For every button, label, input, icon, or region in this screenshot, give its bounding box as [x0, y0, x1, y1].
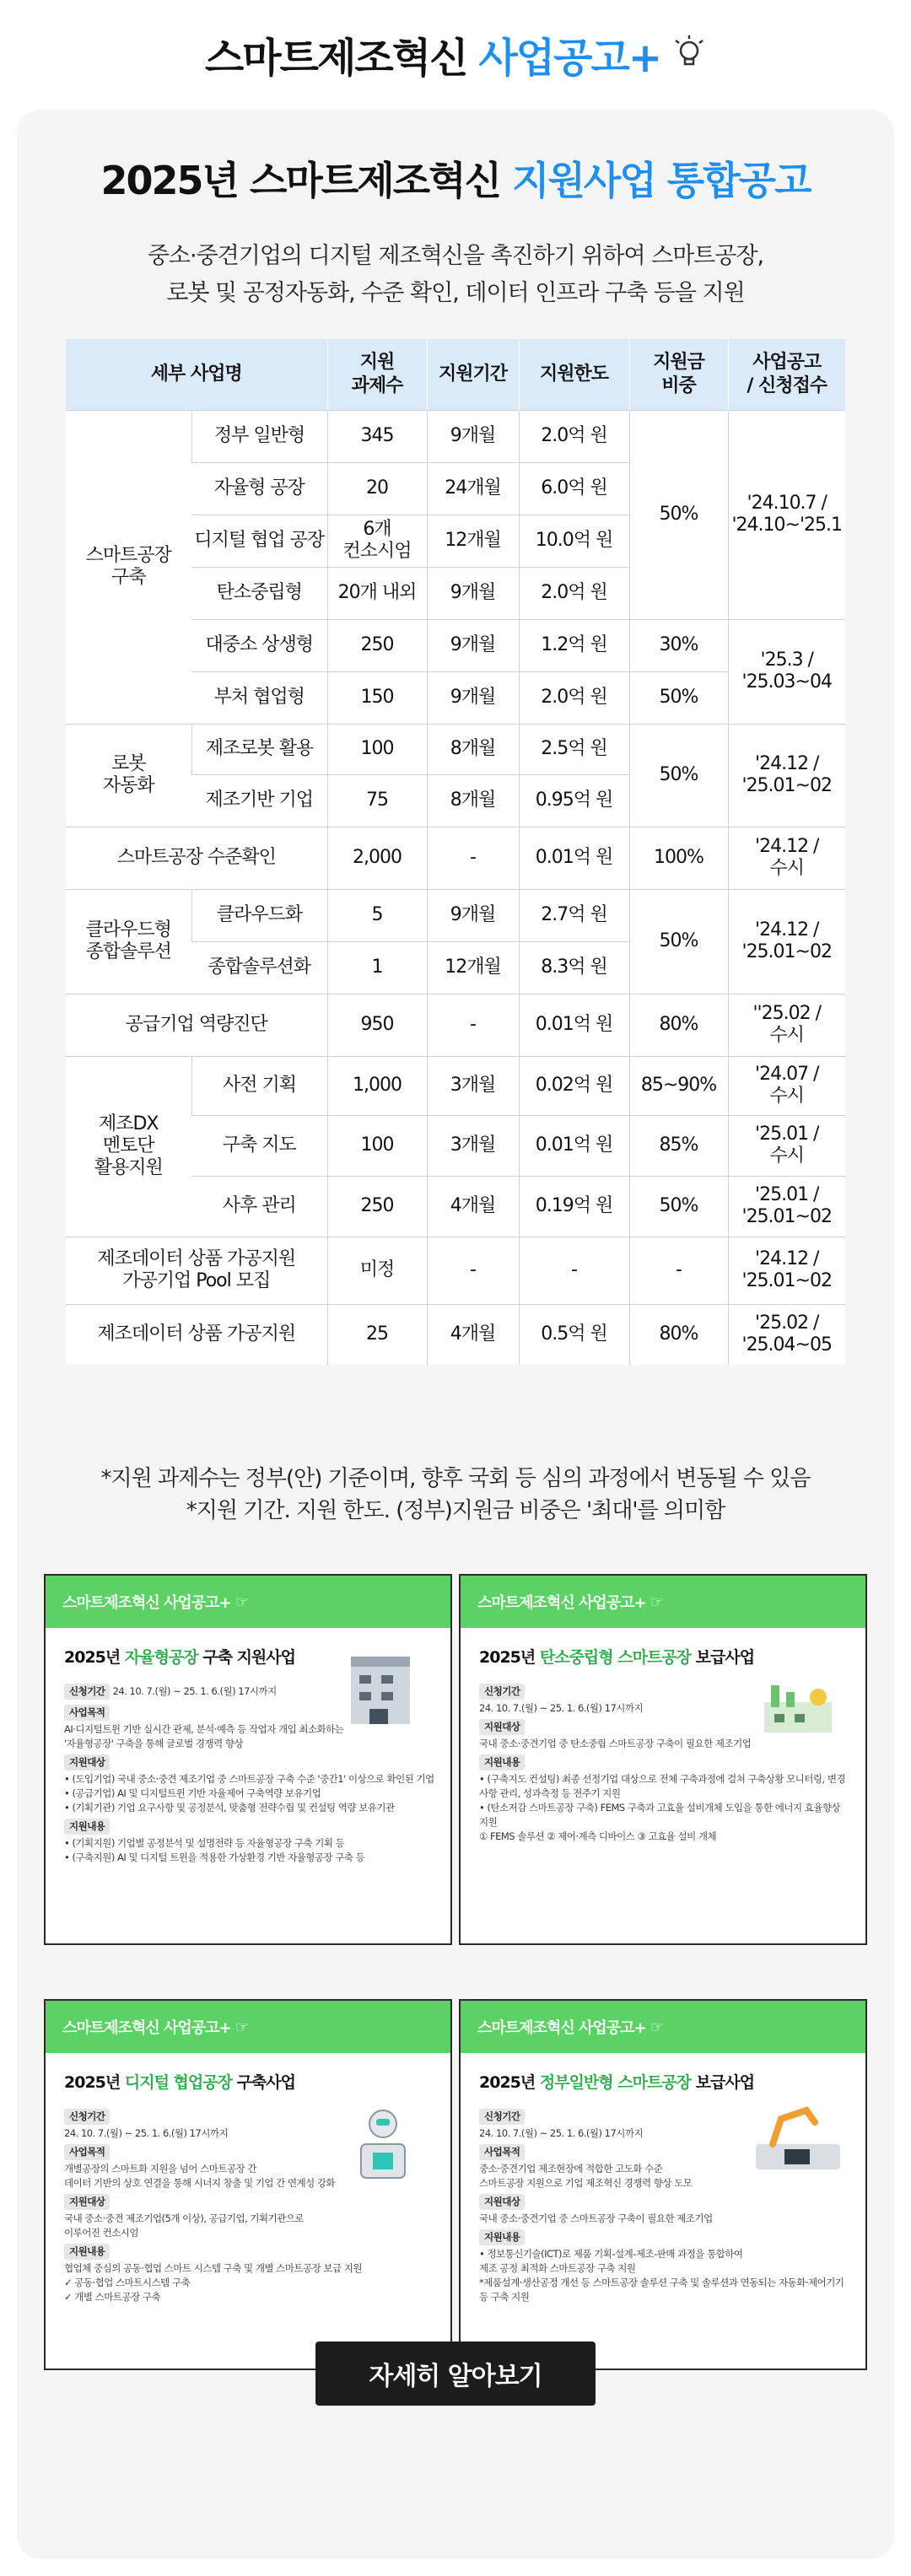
row-count: 75 — [327, 774, 427, 827]
card-title: 2025년 정부일반형 스마트공장 보급사업 — [479, 2073, 755, 2092]
row-name: 부처 협업형 — [191, 671, 327, 724]
section-text: 국내 중소·중견기업 중 탄소중립 스마트공장 구축이 필요한 제조기업 — [479, 1738, 752, 1749]
row-ratio: 50% — [629, 889, 728, 994]
table-row — [66, 994, 845, 1056]
card-bar — [461, 1576, 865, 1628]
pointer-icon: ☞ — [234, 1592, 249, 1611]
section-label: 신청기간 — [64, 2109, 110, 2125]
table-row — [66, 724, 845, 774]
row-limit: 0.02억 원 — [519, 1056, 629, 1115]
row-name: 스마트공장 수준확인 — [66, 827, 327, 889]
row-name: 종합솔루션화 — [191, 941, 327, 994]
card-bar-label: 스마트제조혁신 사업공고+ — [62, 1594, 231, 1612]
row-notice: '24.12 / '25.01~02 — [728, 724, 845, 827]
row-limit: - — [519, 1237, 629, 1304]
card-title: 2025년 자율형공장 구축 지원사업 — [64, 1648, 295, 1667]
row-limit: 0.01억 원 — [519, 994, 629, 1056]
header-title-highlight: 사업공고+ — [478, 34, 661, 82]
col-header-notice: 사업공고 / 신청접수 — [728, 339, 845, 410]
row-count: 345 — [327, 410, 427, 462]
section-text: • (구축지도 컨설팅) 최종 선정기업 대상으로 전체 구축과정에 걸쳐 구축상황 모니터링, 변경사항 관리, 성과측정 등 전주기 지원 • (탄소저감 스마트공장 구축) FEMS 구축과 고효율 설비개체 도입을 통한 에너지 효율향상 지원 ① FEMS 솔루션 ② 제어·계측 디바이스 ③ 고효율 설비 개체 — [479, 1773, 846, 1842]
row-count: 2,000 — [327, 827, 427, 889]
lightbulb-icon — [672, 34, 706, 74]
row-name: 사후 관리 — [191, 1176, 327, 1237]
row-period: 9개월 — [427, 619, 519, 671]
col-header-name: 세부 사업명 — [66, 339, 327, 410]
row-period: 9개월 — [427, 671, 519, 724]
row-notice: '24.12 / '25.01~02 — [728, 1237, 845, 1304]
card-bar — [46, 1576, 450, 1628]
table-header-row — [66, 339, 845, 410]
row-limit: 2.7억 원 — [519, 889, 629, 941]
section-text: 국내 중소·중견 제조기업(5개 이상), 공급기업, 기획기관으로 이루어진 컨소시엄 — [64, 2212, 305, 2239]
card-bar-label: 스마트제조혁신 사업공고+ — [477, 2019, 646, 2037]
row-limit: 0.5억 원 — [519, 1304, 629, 1365]
group-robot: 로봇 자동화 — [66, 724, 191, 827]
subtitle — [17, 238, 894, 312]
row-period: 9개월 — [427, 410, 519, 462]
footnote-2: *지원 기간. 지원 한도. (정부)지원금 비중은 '최대'를 의미함 — [186, 1498, 725, 1523]
row-notice: '25.01 / '25.01~02 — [728, 1176, 845, 1237]
row-limit: 0.19억 원 — [519, 1176, 629, 1237]
section-label: 지원대상 — [479, 1719, 525, 1735]
row-period: 12개월 — [427, 515, 519, 567]
row-count: 250 — [327, 619, 427, 671]
col-header-period: 지원기간 — [427, 339, 519, 410]
row-notice: '25.3 / '25.03~04 — [728, 619, 845, 724]
row-notice: '25.02 / '25.04~05 — [728, 1304, 845, 1365]
row-ratio: 85~90% — [629, 1056, 728, 1115]
table-row — [66, 1056, 845, 1115]
row-name: 사전 기획 — [191, 1056, 327, 1115]
section-label: 지원내용 — [64, 2244, 110, 2260]
section-text: • (도입기업) 국내 중소·중견 제조기업 중 스마트공장 구축 수준 '중간1' 이상으로 확인된 기업 • (공급기업) AI 및 디지털트윈 기반 자율제어 구축역량 보유기업 • (기획기관) 기업 요구사항 및 공정분석, 맞춤형 전략수립 및 컨설팅 역량 보유기관 — [64, 1773, 434, 1813]
section-text: 24. 10. 7.(월) ~ 25. 1. 6.(월) 17시까지 — [479, 2127, 644, 2139]
section-label: 지원대상 — [64, 2194, 110, 2210]
row-count: 100 — [327, 1115, 427, 1176]
col-header-limit: 지원한도 — [519, 339, 629, 410]
row-period: 8개월 — [427, 774, 519, 827]
card-title: 2025년 디지털 협업공장 구축사업 — [64, 2073, 295, 2092]
section-label: 지원내용 — [479, 1754, 525, 1770]
section-label: 신청기간 — [64, 1684, 110, 1700]
row-period: 12개월 — [427, 941, 519, 994]
program-card[interactable] — [44, 1574, 452, 1945]
row-limit: 6.0억 원 — [519, 462, 629, 515]
learn-more-button[interactable]: 자세히 알아보기 — [315, 2342, 596, 2406]
group-smart-factory: 스마트공장 구축 — [66, 410, 191, 724]
card-body — [64, 2105, 435, 2304]
row-name: 정부 일반형 — [191, 410, 327, 462]
section-label: 사업목적 — [64, 2144, 110, 2160]
footnote-1: *지원 과제수는 정부(안) 기준이며, 향후 국회 등 심의 과정에서 변동될 수 있음 — [100, 1466, 811, 1491]
row-count: 6개 컨소시엄 — [327, 515, 427, 567]
row-ratio: 50% — [629, 1176, 728, 1237]
row-name: 클라우드화 — [191, 889, 327, 941]
section-label: 지원내용 — [64, 1819, 110, 1835]
row-limit: 0.01억 원 — [519, 827, 629, 889]
program-card[interactable] — [44, 1999, 452, 2370]
section-label: 사업목적 — [64, 1705, 110, 1721]
section-text: AI·디지털트윈 기반 실시간 관제, 분석·예측 등 작업자 개입 최소화하는 '자율형공장' 구축을 통해 글로벌 경쟁력 향상 — [64, 1723, 344, 1749]
row-ratio: 50% — [629, 410, 728, 619]
table-row — [66, 827, 845, 889]
row-limit: 1.2억 원 — [519, 619, 629, 671]
row-name: 공급기업 역량진단 — [66, 994, 327, 1056]
program-table — [66, 339, 845, 1365]
row-name: 디지털 협업 공장 — [191, 515, 327, 567]
section-text: 개별공장의 스마트화 지원을 넘어 스마트공장 간 데이터 기반의 상호 연결을 통해 시너지 창출 및 기업 간 연계성 강화 — [64, 2163, 336, 2189]
row-period: 3개월 — [427, 1115, 519, 1176]
group-cloud: 클라우드형 종합솔루션 — [66, 889, 191, 994]
row-count: 5 — [327, 889, 427, 941]
row-notice: '24.12 / '25.01~02 — [728, 889, 845, 994]
section-label: 지원내용 — [479, 2229, 525, 2245]
row-name: 제조데이터 상품 가공지원 가공기업 Pool 모집 — [66, 1237, 327, 1304]
card-bar-label: 스마트제조혁신 사업공고+ — [62, 2019, 231, 2037]
section-label: 지원대상 — [479, 2194, 525, 2210]
row-ratio: 100% — [629, 827, 728, 889]
row-period: 9개월 — [427, 889, 519, 941]
row-notice: '24.10.7 / '24.10~'25.1 — [728, 410, 845, 619]
row-period: - — [427, 1237, 519, 1304]
section-text: 중소·중견기업 제조현장에 적합한 고도화 수준 스마트공장 지원으로 기업 제조혁신 경쟁력 향상 도모 — [479, 2163, 693, 2189]
row-count: 1,000 — [327, 1056, 427, 1115]
row-period: 9개월 — [427, 567, 519, 619]
card-bar-label: 스마트제조혁신 사업공고+ — [477, 1594, 646, 1612]
main-title-blue: 지원사업 통합공고 — [512, 158, 811, 203]
row-name: 제조기반 기업 — [191, 774, 327, 827]
card-bar — [461, 2001, 865, 2053]
col-header-count: 지원 과제수 — [327, 339, 427, 410]
row-ratio: 50% — [629, 671, 728, 724]
card-body — [479, 2105, 850, 2304]
row-limit: 8.3억 원 — [519, 941, 629, 994]
section-text: 협업체 중심의 공동·협업 스마트 시스템 구축 및 개별 스마트공장 보급 지원 ✓ 공동·협업 스마트시스템 구축 ✓ 개별 스마트공장 구축 — [64, 2262, 362, 2303]
row-ratio: 80% — [629, 1304, 728, 1365]
section-text: • (기획지원) 기업별 공정분석 및 설명전략 등 자율형공장 구축 기획 등 • (구축지원) AI 및 디지털 트윈을 적용한 가상환경 기반 자율형공장 구축 등 — [64, 1837, 365, 1863]
section-label: 신청기간 — [479, 1684, 525, 1700]
program-card[interactable] — [459, 1574, 867, 1945]
row-name: 제조로봇 활용 — [191, 724, 327, 774]
card-bar — [46, 2001, 450, 2053]
row-limit: 2.0억 원 — [519, 567, 629, 619]
row-count: 25 — [327, 1304, 427, 1365]
pointer-icon: ☞ — [650, 2018, 664, 2036]
row-name: 구축 지도 — [191, 1115, 327, 1176]
section-text: 24. 10. 7.(월) ~ 25. 1. 6.(월) 17시까지 — [64, 2127, 229, 2139]
section-text: 24. 10. 7.(월) ~ 25. 1. 6.(월) 17시까지 — [112, 1685, 277, 1697]
col-header-ratio: 지원금 비중 — [629, 339, 728, 410]
row-period: - — [427, 994, 519, 1056]
page-header — [0, 0, 911, 108]
row-notice: '24.07 / 수시 — [728, 1056, 845, 1115]
row-name: 자율형 공장 — [191, 462, 327, 515]
row-notice: '25.01 / 수시 — [728, 1115, 845, 1176]
row-ratio: 50% — [629, 724, 728, 827]
card-body — [64, 1680, 435, 1865]
row-name: 제조데이터 상품 가공지원 — [66, 1304, 327, 1365]
section-text: 국내 중소·중견기업 중 스마트공장 구축이 필요한 제조기업 — [479, 2212, 713, 2224]
row-limit: 10.0억 원 — [519, 515, 629, 567]
row-name: 대중소 상생형 — [191, 619, 327, 671]
table-row — [66, 1304, 845, 1365]
section-label: 신청기간 — [479, 2109, 525, 2125]
row-ratio: 80% — [629, 994, 728, 1056]
subtitle-line1: 중소·중견기업의 디지털 제조혁신을 촉진하기 위하여 스마트공장, — [147, 243, 764, 269]
row-count: 250 — [327, 1176, 427, 1237]
row-period: 8개월 — [427, 724, 519, 774]
row-limit: 2.5억 원 — [519, 724, 629, 774]
table-row — [66, 410, 845, 462]
footnotes — [17, 1463, 894, 1527]
row-period: 4개월 — [427, 1176, 519, 1237]
row-limit: 0.01억 원 — [519, 1115, 629, 1176]
card-body — [479, 1680, 850, 1844]
row-period: 4개월 — [427, 1304, 519, 1365]
row-count: 150 — [327, 671, 427, 724]
main-title — [17, 150, 894, 206]
row-count: 20 — [327, 462, 427, 515]
row-period: 24개월 — [427, 462, 519, 515]
row-count: 100 — [327, 724, 427, 774]
row-ratio: 85% — [629, 1115, 728, 1176]
table-row — [66, 889, 845, 941]
row-count: 20개 내외 — [327, 567, 427, 619]
section-label: 사업목적 — [479, 2144, 525, 2160]
row-ratio: - — [629, 1237, 728, 1304]
row-ratio: 30% — [629, 619, 728, 671]
row-limit: 0.95억 원 — [519, 774, 629, 827]
row-count: 1 — [327, 941, 427, 994]
row-limit: 2.0억 원 — [519, 410, 629, 462]
section-label: 지원대상 — [64, 1754, 110, 1770]
row-notice: ''25.02 / 수시 — [728, 994, 845, 1056]
program-card[interactable] — [459, 1999, 867, 2370]
section-text: 24. 10. 7.(월) ~ 25. 1. 6.(월) 17시까지 — [479, 1702, 644, 1714]
pointer-icon: ☞ — [650, 1592, 664, 1611]
subtitle-line2: 로봇 및 공정자동화, 수준 확인, 데이터 인프라 구축 등을 지원 — [166, 280, 745, 306]
pointer-icon: ☞ — [234, 2018, 249, 2036]
section-text: • 정보통신기술(ICT)로 제품 기획-설계-제조-판매 과정을 통합하여 제조 공정 최적화 스마트공장 구축 지원 *제품설계·생산공정 개선 등 스마트공장 솔루션 구축 및 솔루션과 연동되는 자동화·제어기기 등 구축 지원 — [479, 2248, 844, 2303]
row-limit: 2.0억 원 — [519, 671, 629, 724]
table-row — [66, 1237, 845, 1304]
row-count: 미정 — [327, 1237, 427, 1304]
row-period: - — [427, 827, 519, 889]
row-count: 950 — [327, 994, 427, 1056]
row-name: 탄소중립형 — [191, 567, 327, 619]
card-title: 2025년 탄소중립형 스마트공장 보급사업 — [479, 1648, 755, 1667]
main-title-black: 2025년 스마트제조혁신 — [100, 158, 500, 203]
row-notice: '24.12 / 수시 — [728, 827, 845, 889]
group-dx: 제조DX 멘토단 활용지원 — [66, 1056, 191, 1237]
header-title: 스마트제조혁신 — [204, 34, 467, 82]
row-period: 3개월 — [427, 1056, 519, 1115]
